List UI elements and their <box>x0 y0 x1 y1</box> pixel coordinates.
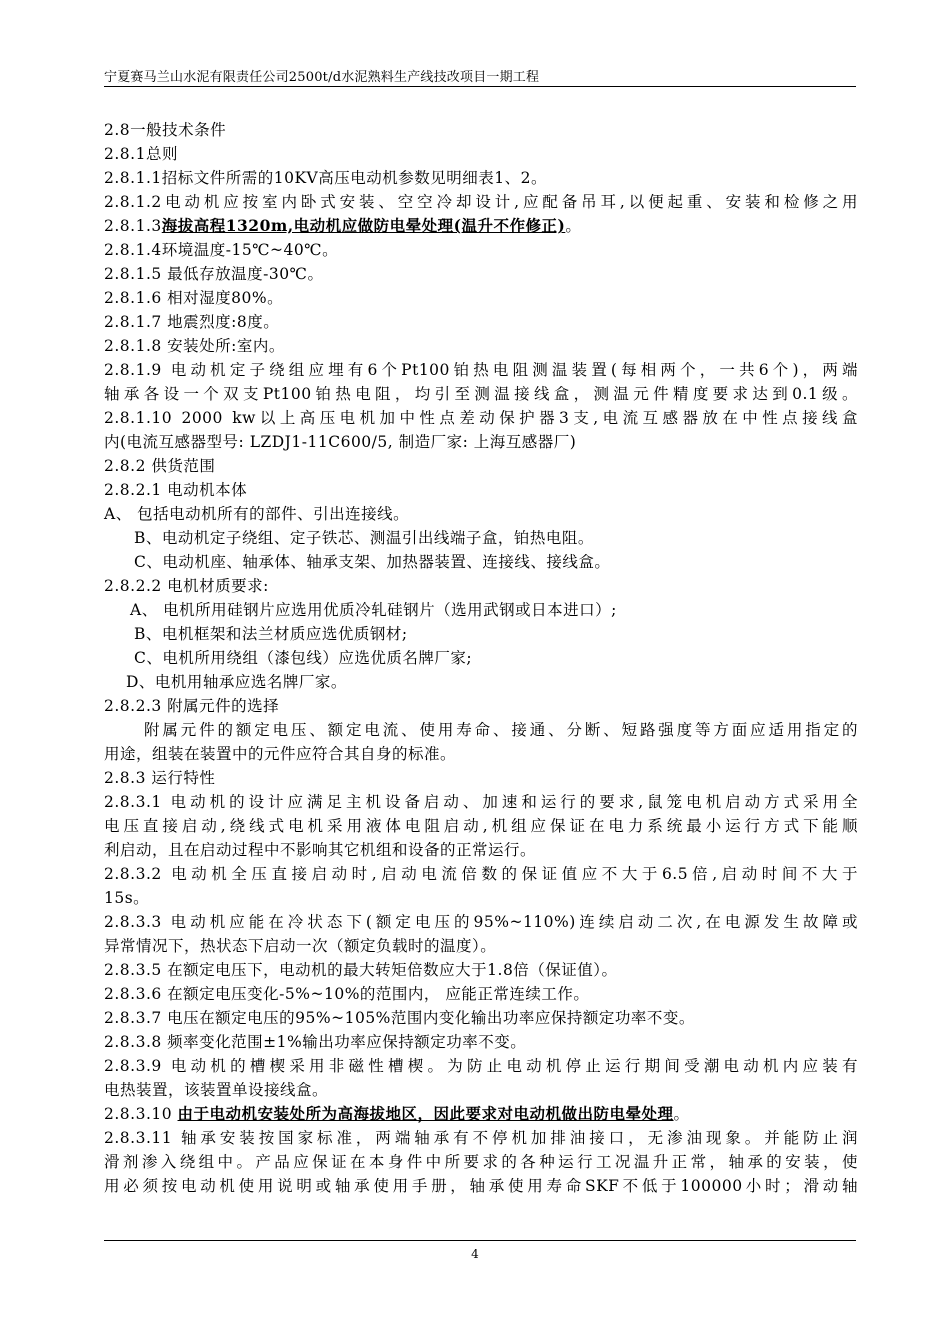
text-line <box>104 1174 858 1198</box>
text-line <box>104 286 858 310</box>
text-line <box>104 622 858 646</box>
line-text: B、电动机定子绕组、定子铁芯、测温引出线端子盒，铂热电阻。 <box>134 529 594 547</box>
line-text: 2.8.3.11 轴承安装按国家标准，两端轴承有不停机加排油接口，无渗油现象。并能防止润 <box>104 1129 858 1147</box>
text-line <box>104 1030 858 1054</box>
text-line <box>104 214 858 238</box>
text-line <box>104 142 858 166</box>
text-line <box>104 550 858 574</box>
line-text: 滑剂渗入绕组中。产品应保证在本身件中所要求的各种运行工况温升正常，轴承的安装，使 <box>104 1153 858 1171</box>
text-line <box>104 790 858 814</box>
text-line <box>104 646 858 670</box>
text-line <box>104 1102 858 1126</box>
line-text: D、电机用轴承应选名牌厂家。 <box>126 673 347 691</box>
line-text: A、 包括电动机所有的部件、引出连接线。 <box>104 505 410 523</box>
line-text: 2.8.3.9 电动机的槽楔采用非磁性槽楔。为防止电动机停止运行期间受潮电动机内应装有 <box>104 1057 858 1075</box>
line-text: 轴承各设一个双支Pt100铂热电阻，均引至测温接线盒，测温元件精度要求达到0.1级。 <box>104 385 858 403</box>
text-line <box>104 502 858 526</box>
line-text: 2.8.1.10 2000 kw以上高压电机加中性点差动保护器3支,电流互感器放在中性点接线盒 <box>104 409 858 427</box>
line-text: 2.8.2.3 附属元件的选择 <box>104 697 280 715</box>
line-text: C、电动机座、轴承体、轴承支架、加热器装置、连接线、接线盒。 <box>134 553 611 571</box>
line-text: 2.8.3.6 在额定电压变化-5%~10%的范围内， 应能正常连续工作。 <box>104 985 590 1003</box>
text-line <box>104 454 858 478</box>
line-text: 2.8.1.9 电动机定子绕组应埋有6个Pt100铂热电阻测温装置(每相两个，一共6个)，两端 <box>104 361 858 379</box>
text-line <box>104 478 858 502</box>
text-line <box>104 670 858 694</box>
text-line <box>104 886 858 910</box>
line-text: 2.8.1.6 相对湿度80%。 <box>104 289 284 307</box>
text-line <box>104 862 858 886</box>
line-text: 2.8.3.2 电动机全压直接启动时,启动电流倍数的保证值应不大于6.5倍,启动时间不大于 <box>104 865 858 883</box>
line-text: 用途，组装在装置中的元件应符合其自身的标准。 <box>104 745 457 763</box>
document-body <box>104 118 858 1198</box>
line-text: 2.8.1总则 <box>104 145 178 163</box>
text-line <box>104 358 858 382</box>
emphasized-text: 由于电动机安装处所为高海拔地区，因此要求对电动机做出防电晕处理 <box>177 1104 674 1123</box>
line-text: 2.8.1.8 安装处所:室内。 <box>104 337 285 355</box>
text-line <box>104 1150 858 1174</box>
text-line <box>104 598 858 622</box>
text-line <box>104 1126 858 1150</box>
line-text: 电热装置，该装置单设接线盒。 <box>104 1081 329 1099</box>
line-text: 2.8.1.3 <box>104 217 162 235</box>
line-text: 异常情况下，热状态下启动一次（额定负载时的温度）。 <box>104 937 497 955</box>
line-text: 2.8.1.2电动机应按室内卧式安装、空空冷却设计,应配备吊耳,以便起重、安装和检修之用 <box>104 193 858 211</box>
line-text: 2.8.3.10 <box>104 1105 178 1123</box>
line-text: 内(电流互感器型号: LZDJ1-11C600/5, 制造厂家: 上海互感器厂) <box>104 433 577 451</box>
line-text: 2.8.2.1 电动机本体 <box>104 481 248 499</box>
line-text: 2.8.3 运行特性 <box>104 769 216 787</box>
footer-rule <box>104 1240 856 1241</box>
line-text: 用必须按电动机使用说明或轴承使用手册，轴承使用寿命SKF不低于100000小时；滑动轴 <box>104 1177 858 1195</box>
line-text: B、电机框架和法兰材质应选优质钢材; <box>134 625 408 643</box>
text-line <box>104 814 858 838</box>
text-line <box>104 310 858 334</box>
line-text: 2.8.1.7 地震烈度:8度。 <box>104 313 280 331</box>
text-line <box>104 430 858 454</box>
line-text: 2.8.3.1 电动机的设计应满足主机设备启动、加速和运行的要求,鼠笼电机启动方式采用全 <box>104 793 858 811</box>
text-line <box>104 334 858 358</box>
page-number: 4 <box>471 1247 479 1261</box>
line-text: 2.8.2.2 电机材质要求: <box>104 577 269 595</box>
text-line <box>104 718 858 742</box>
text-line <box>104 742 858 766</box>
text-line <box>104 958 858 982</box>
line-text: 利启动，且在启动过程中不影响其它机组和设备的正常运行。 <box>104 841 537 859</box>
text-line <box>104 766 858 790</box>
line-text: 2.8.1.1招标文件所需的10KV高压电动机参数见明细表1、2。 <box>104 169 547 187</box>
text-line <box>104 1078 858 1102</box>
text-line <box>104 934 858 958</box>
text-line <box>104 406 858 430</box>
line-suffix: 。 <box>673 1105 690 1123</box>
line-text: 2.8.1.5 最低存放温度-30℃。 <box>104 265 324 283</box>
text-line <box>104 382 858 406</box>
text-line <box>104 526 858 550</box>
line-suffix: 。 <box>565 217 582 235</box>
line-text: 电压直接启动,绕线式电机采用液体电阻启动,机组应保证在电力系统最小运行方式下能顺 <box>104 817 858 835</box>
text-line <box>104 694 858 718</box>
line-text: A、 电机所用硅钢片应选用优质冷轧硅钢片（选用武钢或日本进口）; <box>130 601 617 619</box>
text-line <box>104 574 858 598</box>
text-line <box>104 1006 858 1030</box>
line-text: 2.8.2 供货范围 <box>104 457 216 475</box>
text-line <box>104 982 858 1006</box>
line-text: 2.8一般技术条件 <box>104 121 227 139</box>
text-line <box>104 262 858 286</box>
text-line <box>104 166 858 190</box>
text-line <box>104 838 858 862</box>
header-rule <box>104 86 856 87</box>
line-text: 15s。 <box>104 889 150 907</box>
line-text: 2.8.3.8 频率变化范围±1%输出功率应保持额定功率不变。 <box>104 1033 527 1051</box>
text-line <box>104 118 858 142</box>
text-line <box>104 238 858 262</box>
line-text: C、电机所用绕组（漆包线）应选优质名牌厂家; <box>134 649 473 667</box>
line-text: 2.8.1.4环境温度-15℃~40℃。 <box>104 241 339 259</box>
text-line <box>104 910 858 934</box>
text-line <box>104 190 858 214</box>
emphasized-text: 海拔高程1320m,电动机应做防电晕处理(温升不作修正) <box>161 216 566 235</box>
document-header: 宁夏赛马兰山水泥有限责任公司2500t/d水泥熟料生产线技改项目一期工程 <box>104 70 540 85</box>
line-text: 2.8.3.7 电压在额定电压的95%~105%范围内变化输出功率应保持额定功率不变。 <box>104 1009 695 1027</box>
line-text: 附属元件的额定电压、额定电流、使用寿命、接通、分断、短路强度等方面应适用指定的 <box>144 721 858 739</box>
line-text: 2.8.3.5 在额定电压下，电动机的最大转矩倍数应大于1.8倍（保证值）。 <box>104 961 618 979</box>
text-line <box>104 1054 858 1078</box>
line-text: 2.8.3.3 电动机应能在冷状态下(额定电压的95%~110%)连续启动二次,在电源发生故障或 <box>104 913 858 931</box>
